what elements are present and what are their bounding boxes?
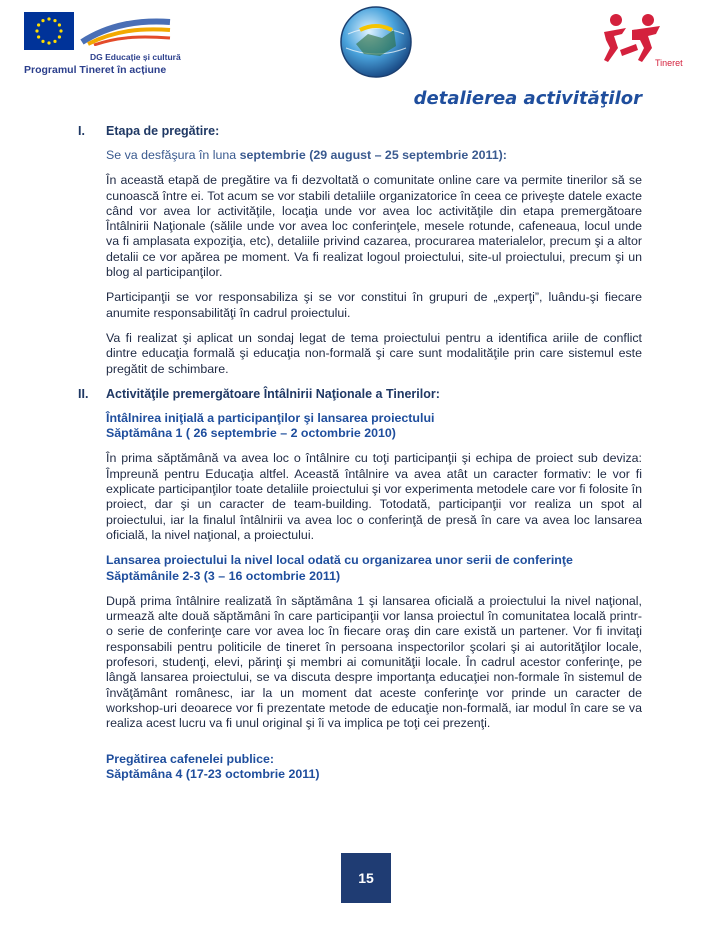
eu-program-label: Programul Tineret în acțiune	[24, 64, 167, 76]
section-2-body	[106, 411, 642, 782]
section-2-title: Activităţile premergătoare Întâlnirii Naţionale a Tinerilor:	[106, 386, 440, 401]
subsection-2-dates: Săptămânile 2-3 (3 – 16 octombrie 2011)	[106, 568, 341, 583]
section-1-schedule	[106, 148, 642, 163]
document-body	[78, 124, 642, 792]
tineret-logo-text: Tineret	[655, 58, 683, 68]
subsection-1-paragraph: În prima săptămână va avea loc o întâlnire cu toţi participanţii şi echipa de proiect sub deviza: Împreună pentru Educaţia altfel. Această întâlnire va avea atât un caracter formativ: le vor fi explicate participanţilor toate detaliile proiectului şi vor experimenta metodele care vor fi folosite în proiect, dar şi un caracter de team-building. Totodată, participanţii vor realiza un spot al proiectului, iar la finalul întâlnirii va avea loc o conferinţă de presă în care va avea loc lansarea oficială, la nivel naţional, a proiectului.	[106, 451, 642, 542]
subsection-1-dates: Săptămâna 1 ( 26 septembrie – 2 octombrie 2010)	[106, 426, 396, 441]
section-1-paragraph-1: În această etapă de pregătire va fi dezvoltată o comunitate online care va permite tinerilor să se cunoască între ei. Tot acum se vor stabili detaliile organizatorice în ceea ce priveşte datele exacte când vor avea lor activităţile, locaţia unde vor avea loc activităţile din etapa premergătoare Întâlnirii Naţionale (sălile unde vor avea loc conferinţele, mesele rotunde, cafeneaua, locul unde va fi amplasata expoziţia, etc), detaliile privind cazarea, procurarea materialelor, precum şi a altor detalii ce vor apărea pe moment. Va fi realizat logoul proiectului, site-ul proiectului, precum şi un blog al participanţilor.	[106, 173, 642, 280]
subsection-1-heading	[106, 411, 642, 442]
eu-flag-icon	[24, 12, 74, 50]
subsection-1-title: Întâlnirea iniţială a participanţilor şi lansarea proiectului	[106, 410, 435, 425]
subsection-3-heading	[106, 752, 642, 783]
schedule-dates: septembrie (29 august – 25 septembrie 2011):	[239, 148, 507, 162]
subsection-2-paragraph: După prima întâlnire realizată în săptămâna 1 şi lansarea oficială a proiectului la nivel naţional, urmează alte două săptămâni în care participanţii vor lansa proiectul în comunitatea locală printr-o serie de conferinţe care vor avea loc în fiecare oraş din care există un partener. Vor fi invitaţi responsabili pentru politicile de tineret în persoana inspectorilor şcolari şi ai autorităţilor locale, profesori, studenţi, elevi, părinţi şi membri ai comunităţii locale. În cadrul acestor conferinţe, pe lângă lansarea proiectului, se va discuta despre importanţa educaţiei non-formale în sistemul de învăţământ românesc, iar la un moment dat aceste conferinţe vor prinde un caracter de workshop-uri deoarece vor fi prezentate metode de educaţie non-formală, iar modul în care se va realiza acest lucru va fi unul original şi îi va implica pe toţi cei prezenţi.	[106, 593, 642, 731]
subsection-3-dates: Săptămâna 4 (17-23 octombrie 2011)	[106, 766, 320, 781]
section-1-paragraph-2: Participanţii se vor responsabiliza şi se vor constitui în grupuri de „experţi”, luându-şi fiecare anumite responsabilităţi în cadrul proiectului.	[106, 290, 642, 320]
subsection-3-title: Pregătirea cafenelei publice:	[106, 751, 275, 766]
section-title: detalierea activităţilor	[413, 88, 642, 109]
section-1-paragraph-3: Va fi realizat şi aplicat un sondaj legat de tema proiectului pentru a identifica ariile de conflict dintre educaţia formală şi educaţia non-formală şi care sunt modalităţile prin care sistemul este pregătit de schimbare.	[106, 330, 642, 376]
section-1-body	[106, 148, 642, 377]
eu-swoosh-icon	[80, 16, 172, 46]
page-number: 15	[341, 853, 391, 903]
section-2-heading	[78, 386, 642, 401]
eu-program-logo	[24, 12, 181, 78]
section-1-title: Etapa de pregătire:	[106, 124, 220, 138]
tineret-logo	[592, 10, 696, 90]
section-1-number: I.	[78, 124, 85, 138]
subsection-2-heading	[106, 553, 642, 584]
subsection-2-title: Lansarea proiectului la nivel local odată cu organizarea unor serii de conferinţe	[106, 553, 573, 568]
eu-dg-label: DG Educație și cultură	[90, 52, 181, 62]
section-2-number: II.	[78, 386, 89, 401]
section-1-heading	[78, 124, 642, 138]
schedule-prefix: Se va desfăşura în luna	[106, 148, 240, 162]
project-globe-logo	[338, 4, 414, 80]
